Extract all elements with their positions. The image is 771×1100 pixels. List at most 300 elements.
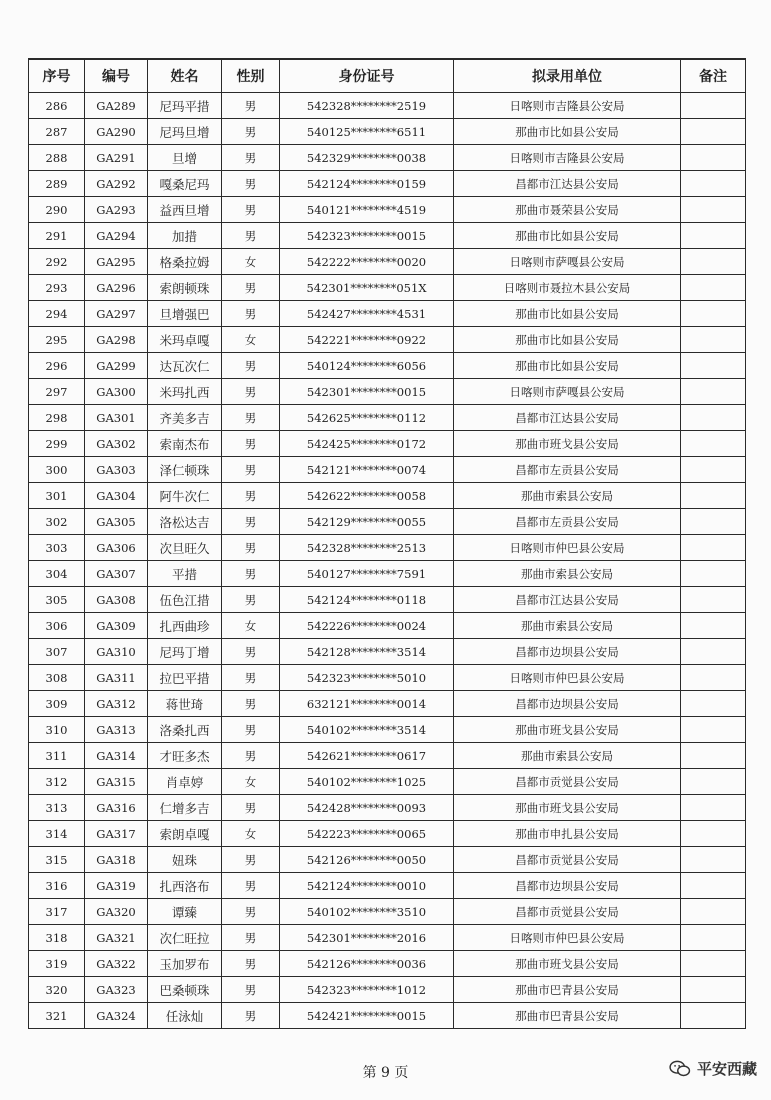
cell-remarks <box>681 197 746 223</box>
cell-unit: 日喀则市仲巴县公安局 <box>454 665 681 691</box>
cell-name: 肖卓婷 <box>148 769 222 795</box>
cell-remarks <box>681 925 746 951</box>
cell-name: 嘎桑尼玛 <box>148 171 222 197</box>
cell-name: 齐美多吉 <box>148 405 222 431</box>
cell-id-number: 542428********0093 <box>280 795 454 821</box>
cell-unit: 那曲市班戈县公安局 <box>454 795 681 821</box>
cell-remarks <box>681 951 746 977</box>
table-header <box>29 59 746 93</box>
cell-seq: 296 <box>29 353 85 379</box>
table-row <box>29 1003 746 1029</box>
cell-remarks <box>681 223 746 249</box>
cell-id-number: 540102********3514 <box>280 717 454 743</box>
cell-name: 伍色江措 <box>148 587 222 613</box>
cell-gender: 男 <box>222 977 280 1003</box>
cell-name: 泽仁顿珠 <box>148 457 222 483</box>
cell-unit: 昌都市贡觉县公安局 <box>454 847 681 873</box>
cell-seq: 312 <box>29 769 85 795</box>
table-row <box>29 353 746 379</box>
cell-seq: 308 <box>29 665 85 691</box>
table-row <box>29 223 746 249</box>
header-id-number: 身份证号 <box>280 59 454 93</box>
cell-seq: 320 <box>29 977 85 1003</box>
cell-unit: 那曲市索县公安局 <box>454 613 681 639</box>
cell-unit: 那曲市比如县公安局 <box>454 301 681 327</box>
cell-code: GA300 <box>85 379 148 405</box>
cell-code: GA290 <box>85 119 148 145</box>
cell-seq: 291 <box>29 223 85 249</box>
cell-id-number: 542323********5010 <box>280 665 454 691</box>
cell-id-number: 542323********1012 <box>280 977 454 1003</box>
cell-remarks <box>681 431 746 457</box>
cell-id-number: 542126********0050 <box>280 847 454 873</box>
cell-gender: 男 <box>222 717 280 743</box>
cell-unit: 那曲市申扎县公安局 <box>454 821 681 847</box>
cell-code: GA316 <box>85 795 148 821</box>
cell-gender: 女 <box>222 249 280 275</box>
cell-code: GA312 <box>85 691 148 717</box>
cell-unit: 昌都市边坝县公安局 <box>454 873 681 899</box>
header-code: 编号 <box>85 59 148 93</box>
cell-id-number: 540102********3510 <box>280 899 454 925</box>
cell-seq: 288 <box>29 145 85 171</box>
cell-remarks <box>681 353 746 379</box>
cell-remarks <box>681 639 746 665</box>
cell-name: 次旦旺久 <box>148 535 222 561</box>
table-row <box>29 587 746 613</box>
cell-name: 索朗卓嘎 <box>148 821 222 847</box>
cell-gender: 男 <box>222 639 280 665</box>
cell-gender: 男 <box>222 509 280 535</box>
header-seq: 序号 <box>29 59 85 93</box>
cell-id-number: 540125********6511 <box>280 119 454 145</box>
cell-gender: 女 <box>222 769 280 795</box>
cell-seq: 321 <box>29 1003 85 1029</box>
cell-seq: 314 <box>29 821 85 847</box>
cell-code: GA315 <box>85 769 148 795</box>
cell-remarks <box>681 899 746 925</box>
cell-unit: 昌都市贡觉县公安局 <box>454 899 681 925</box>
cell-name: 旦增 <box>148 145 222 171</box>
cell-code: GA314 <box>85 743 148 769</box>
cell-unit: 那曲市班戈县公安局 <box>454 431 681 457</box>
cell-code: GA313 <box>85 717 148 743</box>
cell-unit: 那曲市班戈县公安局 <box>454 951 681 977</box>
cell-id-number: 542421********0015 <box>280 1003 454 1029</box>
cell-unit: 那曲市索县公安局 <box>454 483 681 509</box>
cell-unit: 日喀则市仲巴县公安局 <box>454 925 681 951</box>
cell-code: GA310 <box>85 639 148 665</box>
cell-id-number: 540102********1025 <box>280 769 454 795</box>
cell-code: GA319 <box>85 873 148 899</box>
cell-id-number: 542301********2016 <box>280 925 454 951</box>
cell-remarks <box>681 535 746 561</box>
table-row <box>29 951 746 977</box>
cell-id-number: 542221********0922 <box>280 327 454 353</box>
cell-seq: 293 <box>29 275 85 301</box>
cell-unit: 日喀则市吉隆县公安局 <box>454 93 681 119</box>
cell-id-number: 542622********0058 <box>280 483 454 509</box>
cell-code: GA321 <box>85 925 148 951</box>
cell-gender: 男 <box>222 951 280 977</box>
cell-id-number: 542128********3514 <box>280 639 454 665</box>
table-row <box>29 821 746 847</box>
header-name: 姓名 <box>148 59 222 93</box>
cell-name: 索朗顿珠 <box>148 275 222 301</box>
cell-code: GA311 <box>85 665 148 691</box>
cell-remarks <box>681 873 746 899</box>
cell-unit: 昌都市江达县公安局 <box>454 405 681 431</box>
cell-code: GA320 <box>85 899 148 925</box>
cell-name: 妞珠 <box>148 847 222 873</box>
cell-seq: 298 <box>29 405 85 431</box>
cell-name: 尼玛旦增 <box>148 119 222 145</box>
cell-gender: 男 <box>222 483 280 509</box>
cell-id-number: 542129********0055 <box>280 509 454 535</box>
cell-name: 益西旦增 <box>148 197 222 223</box>
cell-gender: 男 <box>222 847 280 873</box>
cell-remarks <box>681 301 746 327</box>
cell-seq: 306 <box>29 613 85 639</box>
cell-gender: 男 <box>222 561 280 587</box>
cell-unit: 昌都市边坝县公安局 <box>454 691 681 717</box>
header-gender: 性别 <box>222 59 280 93</box>
cell-id-number: 540124********6056 <box>280 353 454 379</box>
cell-seq: 311 <box>29 743 85 769</box>
cell-remarks <box>681 587 746 613</box>
cell-name: 尼玛平措 <box>148 93 222 119</box>
cell-gender: 男 <box>222 1003 280 1029</box>
cell-code: GA294 <box>85 223 148 249</box>
cell-name: 达瓦次仁 <box>148 353 222 379</box>
cell-unit: 昌都市江达县公安局 <box>454 171 681 197</box>
cell-id-number: 542625********0112 <box>280 405 454 431</box>
cell-remarks <box>681 275 746 301</box>
table-row <box>29 327 746 353</box>
cell-remarks <box>681 483 746 509</box>
cell-gender: 女 <box>222 327 280 353</box>
cell-seq: 300 <box>29 457 85 483</box>
cell-remarks <box>681 665 746 691</box>
cell-code: GA302 <box>85 431 148 457</box>
cell-code: GA317 <box>85 821 148 847</box>
table-row <box>29 795 746 821</box>
cell-seq: 309 <box>29 691 85 717</box>
cell-gender: 男 <box>222 665 280 691</box>
cell-seq: 297 <box>29 379 85 405</box>
cell-remarks <box>681 379 746 405</box>
cell-unit: 那曲市比如县公安局 <box>454 223 681 249</box>
cell-unit: 昌都市边坝县公安局 <box>454 639 681 665</box>
cell-id-number: 542328********2513 <box>280 535 454 561</box>
table-row <box>29 145 746 171</box>
cell-id-number: 542121********0074 <box>280 457 454 483</box>
cell-id-number: 632121********0014 <box>280 691 454 717</box>
table-row <box>29 743 746 769</box>
cell-unit: 那曲市聂荣县公安局 <box>454 197 681 223</box>
table-row <box>29 691 746 717</box>
cell-name: 拉巴平措 <box>148 665 222 691</box>
cell-code: GA307 <box>85 561 148 587</box>
cell-unit: 日喀则市萨嘎县公安局 <box>454 379 681 405</box>
table-row <box>29 977 746 1003</box>
cell-seq: 303 <box>29 535 85 561</box>
cell-id-number: 542328********2519 <box>280 93 454 119</box>
cell-gender: 男 <box>222 197 280 223</box>
cell-remarks <box>681 717 746 743</box>
cell-remarks <box>681 613 746 639</box>
cell-name: 索南杰布 <box>148 431 222 457</box>
cell-code: GA291 <box>85 145 148 171</box>
cell-seq: 294 <box>29 301 85 327</box>
header-row <box>29 59 746 93</box>
cell-unit: 那曲市班戈县公安局 <box>454 717 681 743</box>
cell-name: 仁增多吉 <box>148 795 222 821</box>
cell-id-number: 542621********0617 <box>280 743 454 769</box>
cell-name: 洛松达吉 <box>148 509 222 535</box>
cell-name: 阿牛次仁 <box>148 483 222 509</box>
cell-seq: 315 <box>29 847 85 873</box>
cell-remarks <box>681 691 746 717</box>
page-number: 第 9 页 <box>362 1065 409 1081</box>
cell-seq: 302 <box>29 509 85 535</box>
cell-id-number: 542124********0118 <box>280 587 454 613</box>
cell-name: 加措 <box>148 223 222 249</box>
cell-name: 才旺多杰 <box>148 743 222 769</box>
watermark-text: 平安西藏 <box>696 1060 757 1078</box>
cell-remarks <box>681 743 746 769</box>
header-unit: 拟录用单位 <box>454 59 681 93</box>
cell-id-number: 542126********0036 <box>280 951 454 977</box>
cell-remarks <box>681 327 746 353</box>
cell-gender: 男 <box>222 275 280 301</box>
cell-remarks <box>681 93 746 119</box>
table-row <box>29 639 746 665</box>
cell-code: GA301 <box>85 405 148 431</box>
cell-remarks <box>681 509 746 535</box>
cell-gender: 女 <box>222 613 280 639</box>
cell-seq: 292 <box>29 249 85 275</box>
cell-remarks <box>681 561 746 587</box>
table-row <box>29 925 746 951</box>
cell-gender: 男 <box>222 743 280 769</box>
cell-name: 格桑拉姆 <box>148 249 222 275</box>
cell-seq: 299 <box>29 431 85 457</box>
cell-remarks <box>681 977 746 1003</box>
table-row <box>29 509 746 535</box>
table-row <box>29 431 746 457</box>
cell-remarks <box>681 405 746 431</box>
cell-seq: 295 <box>29 327 85 353</box>
table-row <box>29 301 746 327</box>
cell-code: GA292 <box>85 171 148 197</box>
cell-seq: 317 <box>29 899 85 925</box>
cell-remarks <box>681 145 746 171</box>
cell-code: GA295 <box>85 249 148 275</box>
cell-unit: 昌都市左贡县公安局 <box>454 457 681 483</box>
table-row <box>29 613 746 639</box>
table-row <box>29 249 746 275</box>
cell-gender: 男 <box>222 587 280 613</box>
table-row <box>29 197 746 223</box>
cell-unit: 日喀则市萨嘎县公安局 <box>454 249 681 275</box>
cell-unit: 那曲市巴青县公安局 <box>454 1003 681 1029</box>
table-row <box>29 561 746 587</box>
table-row <box>29 535 746 561</box>
cell-gender: 男 <box>222 145 280 171</box>
cell-seq: 313 <box>29 795 85 821</box>
wechat-icon <box>669 1060 691 1078</box>
cell-name: 平措 <box>148 561 222 587</box>
cell-unit: 那曲市巴青县公安局 <box>454 977 681 1003</box>
cell-remarks <box>681 249 746 275</box>
table-row <box>29 483 746 509</box>
cell-seq: 319 <box>29 951 85 977</box>
cell-unit: 那曲市索县公安局 <box>454 743 681 769</box>
cell-name: 米玛卓嘎 <box>148 327 222 353</box>
cell-id-number: 542301********0015 <box>280 379 454 405</box>
cell-name: 玉加罗布 <box>148 951 222 977</box>
cell-name: 米玛扎西 <box>148 379 222 405</box>
cell-code: GA324 <box>85 1003 148 1029</box>
cell-code: GA323 <box>85 977 148 1003</box>
cell-unit: 那曲市索县公安局 <box>454 561 681 587</box>
table-row <box>29 899 746 925</box>
cell-gender: 女 <box>222 821 280 847</box>
cell-code: GA296 <box>85 275 148 301</box>
cell-code: GA298 <box>85 327 148 353</box>
cell-gender: 男 <box>222 457 280 483</box>
cell-id-number: 540127********7591 <box>280 561 454 587</box>
cell-id-number: 542427********4531 <box>280 301 454 327</box>
table-row <box>29 171 746 197</box>
cell-code: GA308 <box>85 587 148 613</box>
table-row <box>29 457 746 483</box>
cell-code: GA297 <box>85 301 148 327</box>
cell-seq: 286 <box>29 93 85 119</box>
cell-id-number: 542124********0010 <box>280 873 454 899</box>
cell-gender: 男 <box>222 405 280 431</box>
cell-remarks <box>681 457 746 483</box>
table-row <box>29 847 746 873</box>
cell-seq: 301 <box>29 483 85 509</box>
cell-unit: 日喀则市吉隆县公安局 <box>454 145 681 171</box>
table-row <box>29 93 746 119</box>
cell-unit: 昌都市左贡县公安局 <box>454 509 681 535</box>
cell-id-number: 542124********0159 <box>280 171 454 197</box>
cell-gender: 男 <box>222 431 280 457</box>
cell-remarks <box>681 847 746 873</box>
cell-unit: 那曲市比如县公安局 <box>454 119 681 145</box>
cell-code: GA289 <box>85 93 148 119</box>
cell-name: 任泳灿 <box>148 1003 222 1029</box>
table-row <box>29 379 746 405</box>
cell-code: GA306 <box>85 535 148 561</box>
cell-seq: 289 <box>29 171 85 197</box>
cell-name: 扎西曲珍 <box>148 613 222 639</box>
cell-name: 尼玛丁增 <box>148 639 222 665</box>
cell-gender: 男 <box>222 535 280 561</box>
table-row <box>29 665 746 691</box>
cell-seq: 307 <box>29 639 85 665</box>
cell-remarks <box>681 1003 746 1029</box>
cell-remarks <box>681 119 746 145</box>
cell-gender: 男 <box>222 691 280 717</box>
cell-name: 巴桑顿珠 <box>148 977 222 1003</box>
cell-id-number: 542222********0020 <box>280 249 454 275</box>
table-row <box>29 119 746 145</box>
cell-code: GA299 <box>85 353 148 379</box>
cell-unit: 昌都市江达县公安局 <box>454 587 681 613</box>
cell-remarks <box>681 795 746 821</box>
cell-code: GA305 <box>85 509 148 535</box>
cell-id-number: 540121********4519 <box>280 197 454 223</box>
table-row <box>29 405 746 431</box>
table-row <box>29 769 746 795</box>
cell-id-number: 542223********0065 <box>280 821 454 847</box>
cell-gender: 男 <box>222 795 280 821</box>
cell-seq: 318 <box>29 925 85 951</box>
header-remarks: 备注 <box>681 59 746 93</box>
cell-gender: 男 <box>222 119 280 145</box>
cell-seq: 290 <box>29 197 85 223</box>
cell-remarks <box>681 821 746 847</box>
cell-remarks <box>681 171 746 197</box>
cell-code: GA304 <box>85 483 148 509</box>
table-body <box>29 93 746 1029</box>
cell-gender: 男 <box>222 925 280 951</box>
cell-name: 次仁旺拉 <box>148 925 222 951</box>
cell-name: 蒋世琦 <box>148 691 222 717</box>
cell-unit: 那曲市比如县公安局 <box>454 353 681 379</box>
cell-remarks <box>681 769 746 795</box>
cell-seq: 310 <box>29 717 85 743</box>
cell-code: GA293 <box>85 197 148 223</box>
cell-code: GA322 <box>85 951 148 977</box>
cell-seq: 287 <box>29 119 85 145</box>
cell-code: GA309 <box>85 613 148 639</box>
cell-gender: 男 <box>222 873 280 899</box>
cell-unit: 日喀则市聂拉木县公安局 <box>454 275 681 301</box>
watermark <box>669 1058 757 1079</box>
recruitment-table <box>28 58 746 1029</box>
cell-name: 洛桑扎西 <box>148 717 222 743</box>
table-row <box>29 275 746 301</box>
cell-id-number: 542425********0172 <box>280 431 454 457</box>
cell-unit: 昌都市贡觉县公安局 <box>454 769 681 795</box>
cell-code: GA303 <box>85 457 148 483</box>
cell-id-number: 542226********0024 <box>280 613 454 639</box>
cell-seq: 316 <box>29 873 85 899</box>
table-row <box>29 717 746 743</box>
cell-name: 谭臻 <box>148 899 222 925</box>
cell-name: 扎西洛布 <box>148 873 222 899</box>
cell-gender: 男 <box>222 93 280 119</box>
cell-gender: 男 <box>222 301 280 327</box>
cell-seq: 305 <box>29 587 85 613</box>
table-row <box>29 873 746 899</box>
cell-code: GA318 <box>85 847 148 873</box>
cell-gender: 男 <box>222 899 280 925</box>
cell-unit: 日喀则市仲巴县公安局 <box>454 535 681 561</box>
cell-id-number: 542323********0015 <box>280 223 454 249</box>
cell-gender: 男 <box>222 379 280 405</box>
cell-gender: 男 <box>222 171 280 197</box>
cell-unit: 那曲市比如县公安局 <box>454 327 681 353</box>
cell-gender: 男 <box>222 223 280 249</box>
cell-name: 旦增强巴 <box>148 301 222 327</box>
cell-seq: 304 <box>29 561 85 587</box>
